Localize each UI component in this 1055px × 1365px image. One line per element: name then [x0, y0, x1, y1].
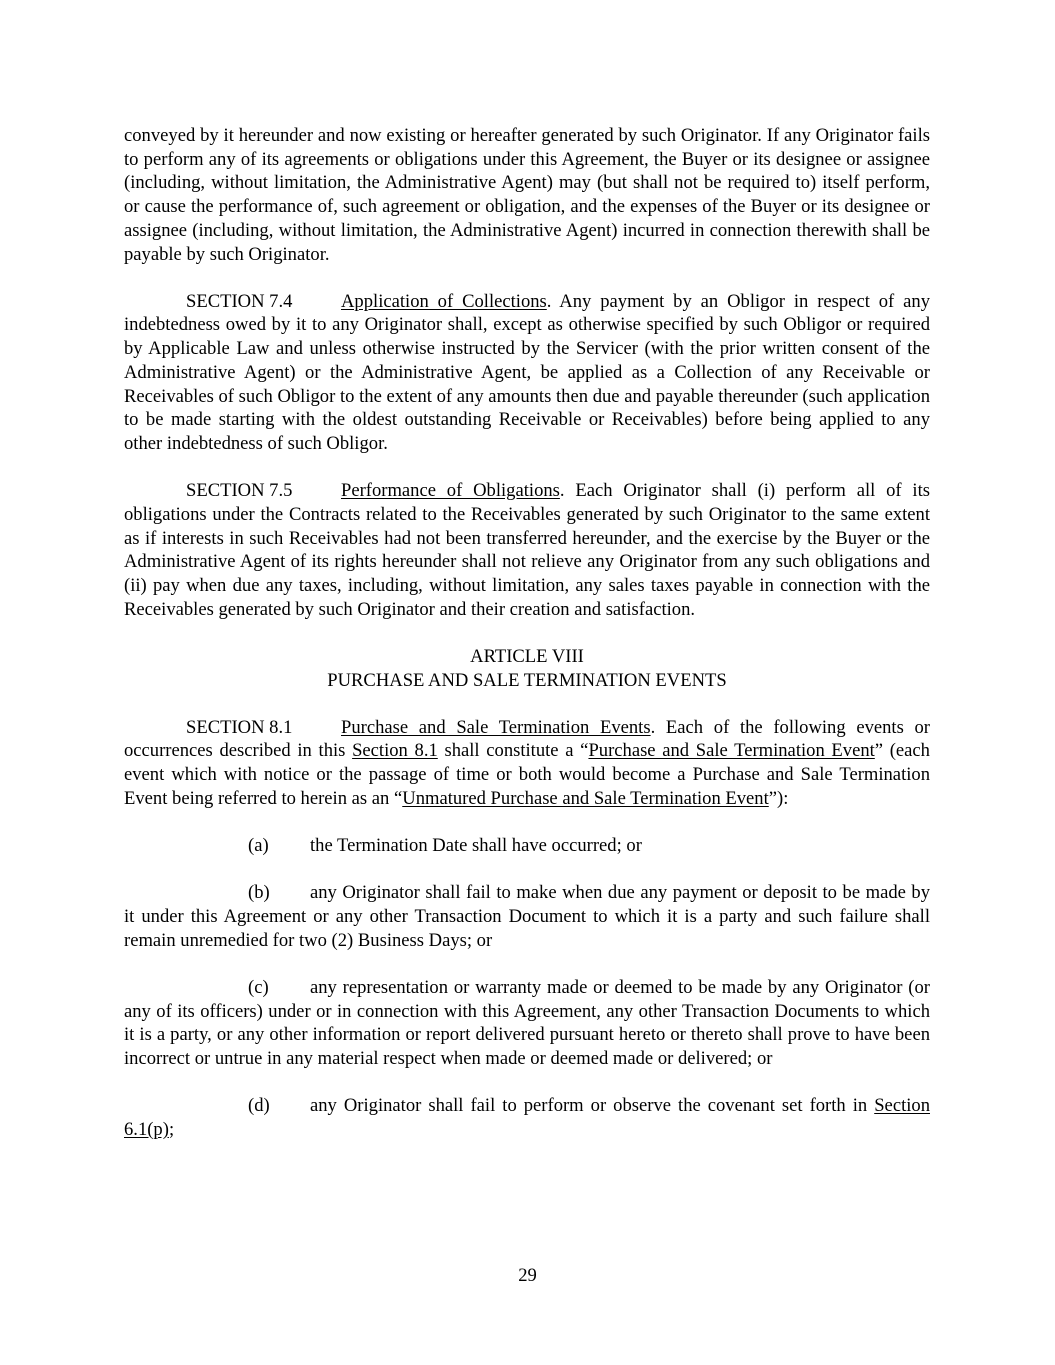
- section-text: ” (each event which with notice or the passage of time or both would become a Purchase and Sale Termination Event being referred to herein as an “: [124, 740, 930, 809]
- article-number: ARTICLE VIII: [470, 645, 584, 667]
- defined-term: Unmatured Purchase and Sale Termination Event: [402, 787, 769, 809]
- article-title: PURCHASE AND SALE TERMINATION EVENTS: [327, 669, 727, 691]
- section-body: . Each Originator shall (i) perform all of its obligations under the Contracts related to the Receivables generated by such Originator to the same extent as if interests in such Receivables had not been transferred hereunder, and the exercise by the Buyer or the Administrative Agent of its rights hereunder shall not relieve any Originator from any such obligations and (ii) pay when due any taxes, including, without limitation, any sales taxes payable in connection with the Receivables generated by such Originator and their creation and satisfaction.: [124, 480, 930, 620]
- clause-label: (d): [248, 1095, 270, 1117]
- clause-text: ;: [168, 1118, 175, 1140]
- section-text: ”):: [768, 787, 789, 809]
- document-page: [124, 124, 930, 1165]
- section-reference: Section 8.1: [352, 740, 438, 762]
- clause-b: [124, 881, 930, 952]
- section-number: SECTION 7.4: [186, 290, 293, 312]
- article-heading: [124, 645, 930, 692]
- clause-c: [124, 976, 930, 1071]
- section-heading: Performance of Obligations: [341, 480, 560, 502]
- section-7-5: [124, 479, 930, 621]
- section-text: . Each of the following events or occurrences described in this: [124, 716, 930, 762]
- section-text: shall constitute a “: [437, 740, 589, 762]
- clause-text: any Originator shall fail to perform or observe the covenant set forth in: [310, 1095, 875, 1117]
- section-8-1: [124, 716, 930, 811]
- section-body: . Any payment by an Obligor in respect of any indebtedness owed by it to any Originator shall, except as otherwise specified by such Obligor or required by Applicable Law and unless otherwise instructed by the Servicer (with the prior written consent of the Administrative Agent) or the Administrative Agent, be applied as a Collection of any Receivable or Receivables of such Obligor to the extent of any amounts then due and payable thereunder (such application to be made starting with the oldest outstanding Receivable or Receivables) before being applied to any other indebtedness of such Obligor.: [124, 290, 930, 454]
- section-number: SECTION 7.5: [186, 480, 293, 502]
- continuation-paragraph: conveyed by it hereunder and now existing or hereafter generated by such Originator. If any Originator fails to perform any of its agreements or obligations under this Agreement, the Buyer or its designee or assignee (including, without limitation, the Administrative Agent) may (but shall not be required to) itself perform, or cause the performance of, such agreement or obligation, and the expenses of the Buyer or its designee or assignee (including, without limitation, the Administrative Agent) incurred in connection therewith shall be payable by such Originator.: [124, 125, 930, 265]
- section-reference: Section 6.1(p): [124, 1095, 930, 1140]
- section-7-4: [124, 290, 930, 456]
- defined-term: Purchase and Sale Termination Event: [588, 740, 875, 762]
- section-heading: Application of Collections: [341, 290, 547, 312]
- clause-text: any representation or warranty made or deemed to be made by any Originator (or any of its officers) under or in connection with this Agreement, any other Transaction Documents to which it is a party, or any other information or report delivered pursuant hereto or thereto shall prove to have been incorrect or untrue in any material respect when made or deemed made or delivered; or: [124, 976, 930, 1069]
- clause-label: (a): [248, 835, 269, 857]
- section-number: SECTION 8.1: [186, 716, 293, 738]
- clause-d: [124, 1094, 930, 1141]
- page-number: 29: [518, 1265, 537, 1286]
- clause-label: (c): [248, 976, 269, 998]
- clause-label: (b): [248, 882, 270, 904]
- section-heading: Purchase and Sale Termination Events: [341, 716, 651, 738]
- clause-text: the Termination Date shall have occurred; or: [310, 835, 642, 857]
- clause-text: any Originator shall fail to make when due any payment or deposit to be made by it under this Agreement or any other Transaction Document to which it is a party and such failure shall remain unremedied for two (2) Business Days; or: [124, 882, 930, 951]
- clause-a: [124, 834, 930, 858]
